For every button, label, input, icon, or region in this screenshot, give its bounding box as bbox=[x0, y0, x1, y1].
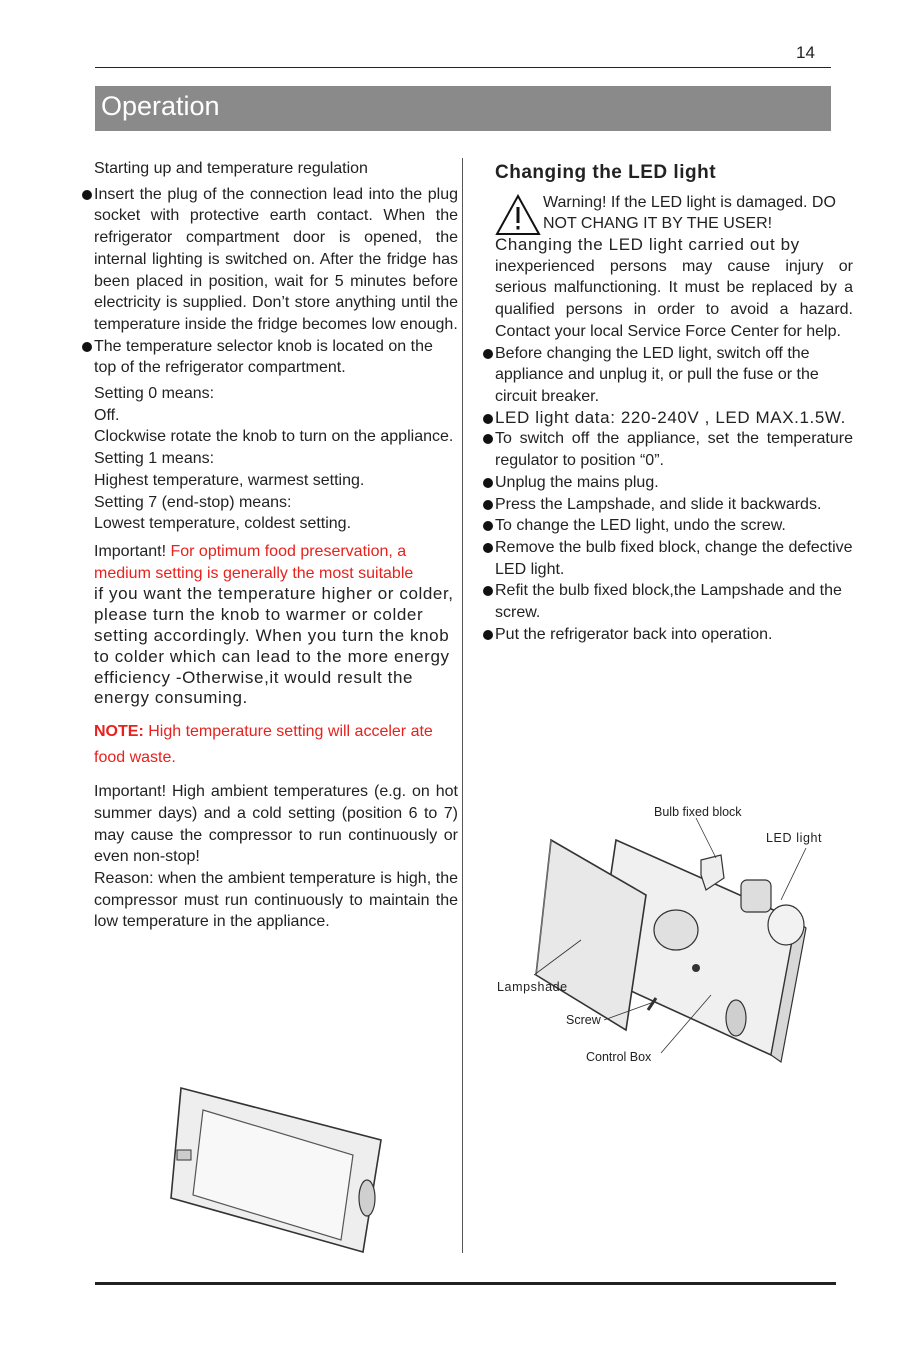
bullet-dot bbox=[483, 500, 493, 510]
settings-line: Off. bbox=[94, 406, 120, 424]
bullet-text: Refit the bulb fixed block,the Lampshade and the screw. bbox=[495, 582, 842, 622]
bullet-text: Press the Lampshade, and slide it backwards. bbox=[495, 495, 822, 513]
label-lampshade: Lampshade bbox=[497, 980, 568, 994]
banner-title: Operation bbox=[101, 91, 220, 121]
leader-line bbox=[696, 818, 716, 858]
lamp-assembly-diagram bbox=[163, 1080, 398, 1255]
note bbox=[80, 719, 458, 771]
bullet-text: Unplug the mains plug. bbox=[495, 473, 659, 491]
bullet-text: Put the refrigerator back into operation. bbox=[495, 625, 773, 643]
settings-line: Setting 0 means: bbox=[94, 385, 215, 403]
bullet-text: LED light data: 220-240V , LED MAX.1.5W. bbox=[495, 407, 846, 427]
left-column bbox=[80, 158, 458, 933]
bullet-led-data bbox=[481, 408, 853, 429]
important-red-text: For optimum food preservation, a medium setting is generally the most suitable bbox=[94, 542, 414, 582]
label-led-light: LED light bbox=[766, 831, 823, 845]
bullet-before-changing bbox=[481, 343, 853, 408]
screw-hole-shape bbox=[692, 964, 700, 972]
section-banner bbox=[95, 86, 831, 131]
warning-text: If the LED light is damaged. DO NOT CHANG IT BY THE USER! bbox=[543, 193, 836, 233]
label-control-box: Control Box bbox=[586, 1050, 652, 1064]
important-label: Important! bbox=[94, 542, 167, 560]
settings-line: Lowest temperature, coldest setting. bbox=[94, 515, 352, 533]
led-exploded-diagram bbox=[496, 800, 846, 1070]
bullet-text: To switch off the appliance, set the temperature regulator to position “0”. bbox=[495, 430, 853, 470]
bullet-dot bbox=[82, 342, 92, 352]
label-bulb-fixed-block: Bulb fixed block bbox=[654, 805, 742, 819]
bullet-dot bbox=[483, 414, 493, 424]
settings-line: Clockwise rotate the knob to turn on the appliance. bbox=[94, 428, 454, 446]
bullet-dot bbox=[483, 586, 493, 596]
right-column bbox=[481, 162, 853, 645]
bullet-insert-plug bbox=[80, 184, 458, 336]
bullet-remove-block bbox=[481, 537, 853, 580]
bullet-dot bbox=[483, 630, 493, 640]
warning-label: Warning! bbox=[543, 193, 607, 211]
settings-list bbox=[80, 383, 458, 535]
label-screw: Screw bbox=[566, 1013, 601, 1027]
leader-line bbox=[781, 848, 806, 900]
knob-shape bbox=[726, 1000, 746, 1036]
important-rest-text: if you want the temperature higher or colder, please turn the knob to warmer or colder setting accordingly. When you turn the knob to colder which can lead to the more energy efficiency -Otherwise,it would result the energy consuming. bbox=[94, 584, 454, 708]
settings-line: Setting 1 means: bbox=[94, 450, 215, 468]
bullet-refit bbox=[481, 580, 853, 623]
bullet-press-lampshade bbox=[481, 494, 853, 516]
bullet-text: Before changing the LED light, switch off the appliance and unplug it, or pull the fuse or the circuit breaker. bbox=[495, 344, 819, 405]
bullet-dot bbox=[483, 349, 493, 359]
bullet-text: Remove the bulb fixed block, change the defective LED light. bbox=[495, 538, 853, 578]
lamp-clip-shape bbox=[177, 1150, 191, 1160]
important-optimum bbox=[80, 541, 458, 709]
bullet-knob-location bbox=[80, 336, 458, 379]
warning-block bbox=[481, 192, 853, 235]
bullet-dot bbox=[483, 521, 493, 531]
led-bulb-shape bbox=[768, 905, 804, 945]
column-divider bbox=[462, 158, 463, 1253]
bullet-put-back bbox=[481, 624, 853, 646]
led-light-shape bbox=[741, 880, 771, 912]
bullet-knob-location-text: The temperature selector knob is located on the top of the refrigerator compartment. bbox=[94, 337, 433, 377]
bullet-unplug bbox=[481, 472, 853, 494]
bullet-dot bbox=[483, 434, 493, 444]
changing-carried-out: Changing the LED light carried out by bbox=[495, 234, 800, 254]
important-ambient: Important! High ambient temperatures (e.g. on hot summer days) and a cold setting (position 6 to 7) may cause the compressor to run continuously or even non-stop! bbox=[94, 783, 458, 866]
note-text: High temperature setting will acceler ate food waste. bbox=[94, 723, 433, 767]
bullet-text: To change the LED light, undo the screw. bbox=[495, 517, 786, 535]
reason-text: Reason: when the ambient temperature is high, the compressor must run continuously to maintain the low temperature in the appliance. bbox=[94, 869, 458, 931]
bullet-undo-screw bbox=[481, 515, 853, 537]
bullet-dot bbox=[483, 478, 493, 488]
bullet-dot bbox=[483, 543, 493, 553]
page-number: 14 bbox=[796, 43, 815, 62]
settings-line: Highest temperature, warmest setting. bbox=[94, 471, 365, 489]
header-rule bbox=[95, 67, 831, 68]
bullet-dot bbox=[82, 190, 92, 200]
changing-rest: inexperienced persons may cause injury or serious malfunctioning. It must be replaced by a qualified persons in order to avoid a hazard. Contact your local Service Force Center for help. bbox=[495, 257, 853, 340]
bulb-block-shape bbox=[701, 855, 724, 890]
note-label: NOTE: bbox=[94, 723, 144, 741]
footer-rule bbox=[95, 1282, 836, 1285]
warning-triangle-icon bbox=[495, 194, 541, 236]
knob-shape bbox=[359, 1180, 375, 1216]
bullet-insert-plug-text: Insert the plug of the connection lead into the plug socket with protective earth contact. When the refrigerator compartment door is opened, the internal lighting is switched on. After the fridge has been placed in position, wait for 5 minutes before electricity is supplied. Don’t store anything until the temperature inside the fridge becomes low enough. bbox=[94, 185, 458, 333]
bulb-socket-shape bbox=[654, 910, 698, 950]
settings-line: Setting 7 (end-stop) means: bbox=[94, 493, 292, 511]
led-heading: Changing the LED light bbox=[495, 162, 717, 183]
startup-heading: Starting up and temperature regulation bbox=[94, 160, 368, 177]
bullet-switch-off bbox=[481, 428, 853, 471]
